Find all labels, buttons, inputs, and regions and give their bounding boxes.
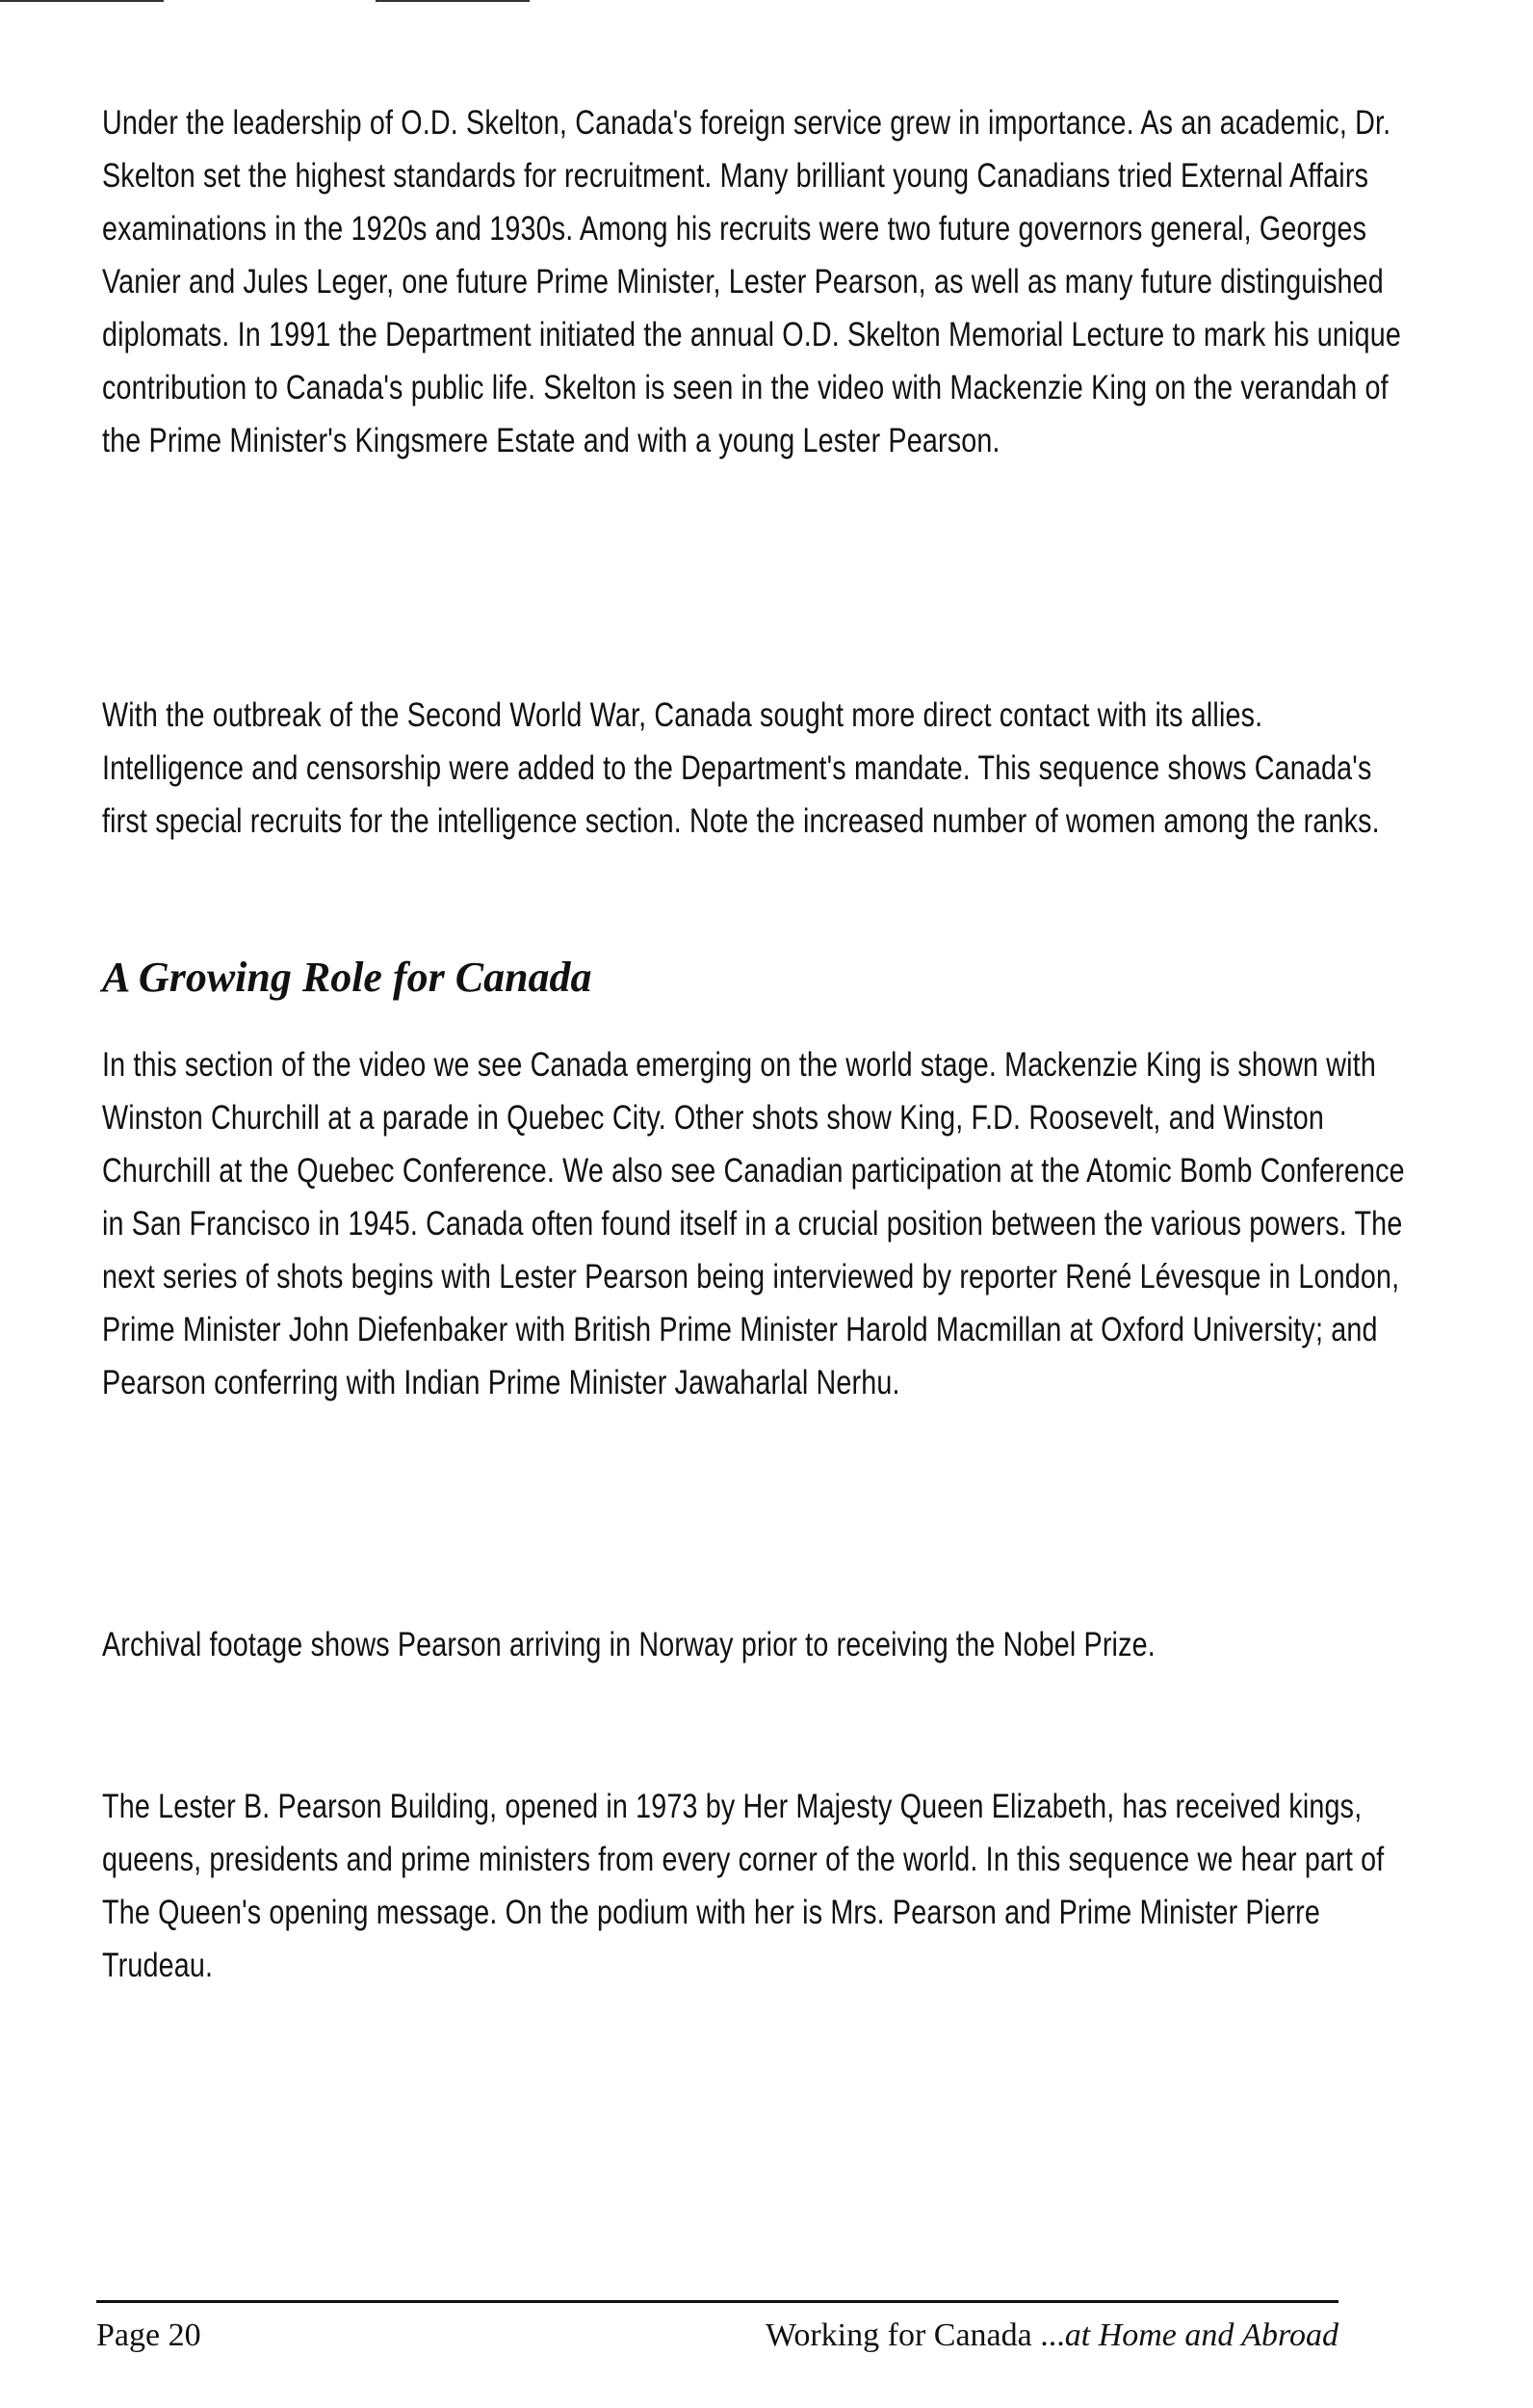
page-number: Page 20 <box>96 2317 201 2353</box>
paragraph-nobel-prize: Archival footage shows Pearson arriving in Norway prior to receiving the Nobel Prize. <box>102 1626 1156 1663</box>
paragraph-pearson-building: The Lester B. Pearson Building, opened in 1973 by Her Majesty Queen Elizabeth, has received kings, queens, presidents and prime ministers from every corner of the world. In this sequence we hear part of The Queen's opening message. On the podium with her is Mrs. Pearson and Prime Minister Pierre Trudeau. <box>102 1788 1385 1984</box>
section-heading: A Growing Role for Canada <box>102 954 592 1001</box>
top-rule-left <box>0 0 164 2</box>
footer-rule <box>96 2300 1338 2303</box>
paragraph-skelton: Under the leadership of O.D. Skelton, Canada's foreign service grew in importance. As an academic, Dr. Skelton set the highest standards for recruitment. Many brilliant young Canadians tried External Affairs examinations in the 1920s and 1930s. Among his recruits were two future governors general, Georges Vanier and Jules Leger, one future Prime Minister, Lester Pearson, as well as many future distinguished diplomats. In 1991 the Department initiated the annual O.D. Skelton Memorial Lecture to mark his unique contribution to Canada's public life. Skelton is seen in the video with Mackenzie King on the verandah of the Prime Minister's Kingsmere Estate and with a young Lester Pearson. <box>102 104 1401 459</box>
running-title-plain: Working for Canada ... <box>765 2317 1065 2353</box>
running-title-italic: at Home and Abroad <box>1064 2317 1338 2353</box>
running-title <box>766 2312 1338 2360</box>
paragraph-world-stage: In this section of the video we see Canada emerging on the world stage. Mackenzie King is shown with Winston Churchill at a parade in Quebec City. Other shots show King, F.D. Roosevelt, and Winston Churchill at the Quebec Conference. We also see Canadian participation at the Atomic Bomb Conference in San Francisco in 1945. Canada often found itself in a crucial position between the various powers. The next series of shots begins with Lester Pearson being interviewed by reporter René Lévesque in London, Prime Minister John Diefenbaker with British Prime Minister Harold Macmillan at Oxford University; and Pearson conferring with Indian Prime Minister Jawaharlal Nerhu. <box>102 1046 1405 1401</box>
paragraph-second-world-war: With the outbreak of the Second World War, Canada sought more direct contact with its allies. Intelligence and censorship were added to the Department's mandate. This sequence shows Canada's first special recruits for the intelligence section. Note the increased number of women among the ranks. <box>102 696 1380 840</box>
top-rule-right <box>376 0 530 2</box>
